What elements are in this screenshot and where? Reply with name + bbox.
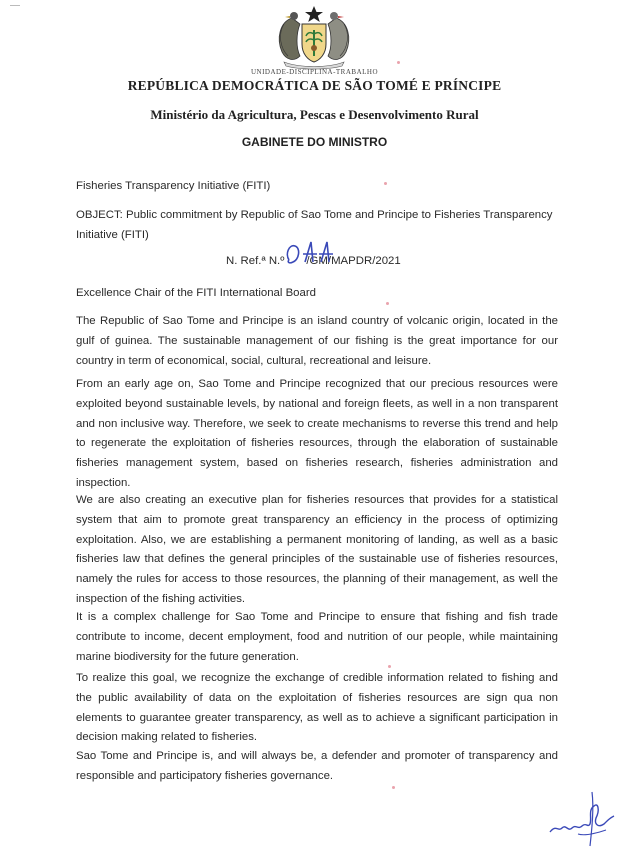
stamp-dot [388,665,391,668]
coat-of-arms-icon [270,4,358,70]
stamp-dot [397,61,400,64]
ministry-heading: Ministério da Agricultura, Pescas e Desenvolvimento Rural [150,107,479,122]
ref-suffix: /GM/MAPDR/2021 [306,255,401,267]
paragraph-plan: We are also creating an executive plan for fisheries resources that provides for a statistical system that aim to promote great transparency an efficiency in the process of optimizing exploitation. Also, we are establishing a permanent monitoring of landing, as well as a basic fisheries law that defines the general principles of the sustainable use of fisheries resources, namely the rules for access to those resources, the planning of their management, as well the inspection of the fishing activities. [76,494,558,605]
scan-mark [10,5,20,6]
addressee: Fisheries Transparency Initiative (FITI) [76,180,271,192]
stamp-dot [392,786,395,789]
paragraph-challenge: It is a complex challenge for Sao Tome and Principe to ensure that fishing and fish trade contribute to income, decent employment, food and nutrition of our people, while maintaining marine biodiversity for the future generation. [76,611,558,663]
paragraph-commitment: Sao Tome and Principe is, and will always be, a defender and promoter of transparency and responsible and participatory fisheries governance. [76,750,558,782]
paragraph-background: From an early age on, Sao Tome and Principe recognized that our precious resources were exploited beyond sustainable levels, by national and foreign fleets, as well in a non transparent and non inclusive way. Therefore, we seek to create mechanisms to reverse this trend and help to regenerate the exploitation of fisheries resources, through the elaboration of sustainable fisheries management system, based on fisheries research, fisheries administration and inspection. [76,378,558,489]
handwritten-ref-number [283,240,343,268]
ref-prefix: N. Ref.ª N.º [226,255,285,267]
signature-mark [548,788,618,850]
paragraph-intro: The Republic of Sao Tome and Principe is an island country of volcanic origin, located in the gulf of guinea. The sustainable management of our fishing is the great importance for our country in term of economical, social, cultural, recreational and leisure. [76,315,558,367]
cabinet-heading: GABINETE DO MINISTRO [241,135,388,149]
salutation: Excellence Chair of the FITI International Board [76,287,316,299]
stamp-dot [384,182,387,185]
object-line: OBJECT: Public commitment by Republic of Sao Tome and Principe to Fisheries Transparency Initiative (FITI) [76,209,553,241]
paragraph-goal: To realize this goal, we recognize the exchange of credible information related to fishing and the public availability of data on the exploitation of fisheries resources are sign qua non elements to guarantee greater transparency, as well as to achieve a significant participation in decision making related to fisheries. [76,672,558,744]
national-motto: UNIDADE-DISCIPLINA-TRABALHO [250,68,379,76]
stamp-dot [386,302,389,305]
republic-heading: REPÚBLICA DEMOCRÁTICA DE SÃO TOMÉ E PRÍNCIPE [127,78,502,93]
